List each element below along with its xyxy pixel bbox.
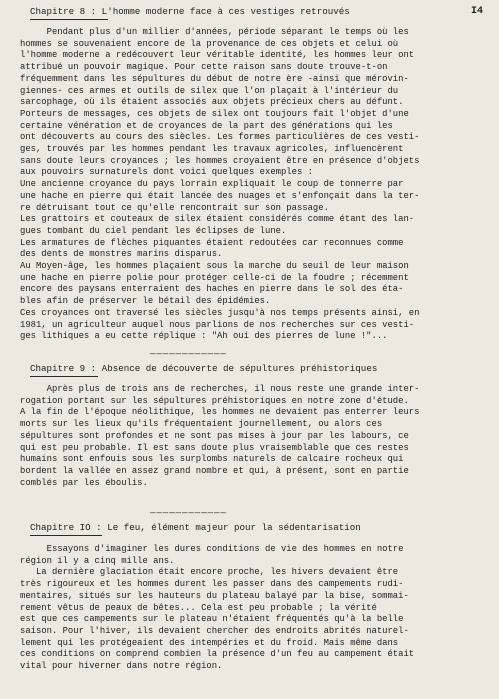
text-line: Ces croyances ont traversé les siècles jusqu'à nos temps présents ainsi, en — [20, 307, 420, 318]
chapter-9-heading: Chapitre 9 : Absence de découverte de sépultures préhistoriques — [30, 363, 378, 374]
text-line: Pendant plus d'un millier d'années, période séparant le temps où les — [20, 27, 409, 37]
text-line: bles afin de préserver le bétail des épidémies. — [20, 296, 271, 307]
text-line: ges, trouvés par les hommes pendant les travaux agricoles, influencèrent — [20, 144, 404, 155]
text-line: région il y a cinq mille ans. — [20, 555, 175, 566]
text-line: ces conditions on comprend combien la présence d'un feu au campement était — [20, 649, 415, 660]
text-line: sans doute leurs croyances ; les hommes croyaient être en présence d'objets — [20, 155, 420, 166]
text-line: sépultures sont profondes et ne sont pas mises à jour par les labours, ce — [20, 430, 409, 441]
text-line: vital pour hiverner dans notre région. — [20, 661, 223, 672]
text-line: 1981, un agriculteur auquel nous parlions de nos recherches sur ces vesti- — [20, 319, 415, 330]
chapter-10-heading: Chapitre IO : Le feu, élément majeur pour la sédentarisation — [30, 522, 361, 533]
text-line: aux pouvoirs surnaturels dont voici quelques exemples : — [20, 167, 313, 178]
text-line: hommes se souvenaient encore de la provenance de ces objets et celui où — [20, 38, 399, 49]
text-line: gues tombant du ciel pendant les éclipses de lune. — [20, 225, 287, 236]
text-line: ges lithiques a eu cette réplique : "Ah oui des pierres de lune !"... — [20, 331, 388, 342]
text-line: très rigoureux et les hommes durent les passer dans des campements rudi- — [20, 579, 404, 590]
text-line: Les armatures de flèches piquantes étaient redoutées car reconnues comme — [20, 237, 404, 248]
chapter-10-body — [20, 544, 485, 673]
text-line: Essayons d'imaginer les dures conditions de vie des hommes en notre — [20, 544, 404, 554]
text-line: attribué un pouvoir magique. Pour cette raison sans doute trouve-t-on — [20, 62, 388, 73]
text-line: encore des paysans enterraient des haches en pierre dans le sol des éta- — [20, 284, 404, 295]
text-line: Après plus de trois ans de recherches, il nous reste une grande inter- — [20, 384, 420, 394]
text-line: bordent la vallée en assez grand nombre et qui, à présent, sont en partie — [20, 465, 409, 476]
text-line: qui est peu probable. Il est sans doute plus vraisemblable que ces restes — [20, 442, 409, 453]
text-line: Porteurs de messages, ces objets de silex ont toujours fait l'objet d'une — [20, 108, 409, 119]
text-line: comblés par les éboulis. — [20, 477, 148, 488]
chapter-10-underline — [30, 535, 102, 536]
chapter-9-body — [20, 384, 485, 489]
text-line: lement qui les protégeaient des intempéries et du froid. Mais même dans — [20, 637, 399, 648]
text-line: mentaires, situés sur les hauteurs du plateau balayé par la bise, sommai- — [20, 590, 409, 601]
text-line: giennes- ces armes et outils de silex que l'on plaçait à l'intérieur du — [20, 85, 399, 96]
text-line: est que ces campements sur le plateau n'étaient fréquentés qu'à la belle — [20, 614, 404, 625]
separator-dashes: ———————————— — [150, 508, 227, 518]
text-line: sarcophage, où ils étaient associés aux objets précieux chers au défunt. — [20, 97, 404, 108]
text-line: humains sont enfouis sous les surplombs naturels de calcaire rocheux qui — [20, 454, 404, 465]
text-line: une hache en pierre qui était lancée des nuages et s'enfonçait dans la ter- — [20, 190, 420, 201]
text-line: morts sur les lieux qu'ils fréquentaient journellement, ou alors ces — [20, 419, 383, 430]
chapter-9-underline — [30, 376, 98, 377]
separator-dashes: ———————————— — [150, 349, 227, 359]
text-line: rogation portant sur les sépultures préhistoriques en notre zone d'étude. — [20, 395, 409, 406]
text-line: l'homme moderne a redécouvert leur véritable identité, les hommes leur ont — [20, 50, 415, 61]
text-line: ont découverts au cours des siècles. Les formes particulières de ces vesti- — [20, 132, 420, 143]
text-line: rement vêtus de peaux de bêtes... Cela est peu probable ; la vérité — [20, 602, 377, 613]
text-line: A la fin de l'époque néolithique, les hommes ne devaient pas enterrer leurs — [20, 407, 420, 418]
text-line: une hache en pierre polie pour protéger celle-ci de la foudre ; récemment — [20, 272, 409, 283]
text-line: des dents de monstres marins disparus. — [20, 249, 223, 260]
text-line: La dernière glaciation était encore proche, les hivers devaient être — [20, 567, 399, 578]
chapter-8-heading: Chapitre 8 : L'homme moderne face à ces vestiges retrouvés — [30, 6, 350, 17]
text-line: saison. Pour l'hiver, ils devaient chercher des endroits abrités naturel- — [20, 625, 409, 636]
text-line: fréquemment dans les sépultures du début de notre ère -ainsi que mérovin- — [20, 73, 409, 84]
text-line: Au Moyen-âge, les hommes plaçaient sous la marche du seuil de leur maison — [20, 261, 409, 272]
page-number: I4 — [470, 6, 483, 17]
text-line: Les grattoirs et couteaux de silex étaient considérés comme étant des lan- — [20, 214, 415, 225]
text-line: Une ancienne croyance du pays lorrain expliquait le coup de tonnerre par — [20, 179, 404, 190]
chapter-8-body — [20, 27, 485, 343]
text-line: re détruisant tout ce qu'elle rencontrait sur son passage. — [20, 202, 329, 213]
chapter-8-underline — [30, 19, 108, 20]
text-line: certaine vénération et de croyances de la part des générations qui les — [20, 120, 393, 131]
